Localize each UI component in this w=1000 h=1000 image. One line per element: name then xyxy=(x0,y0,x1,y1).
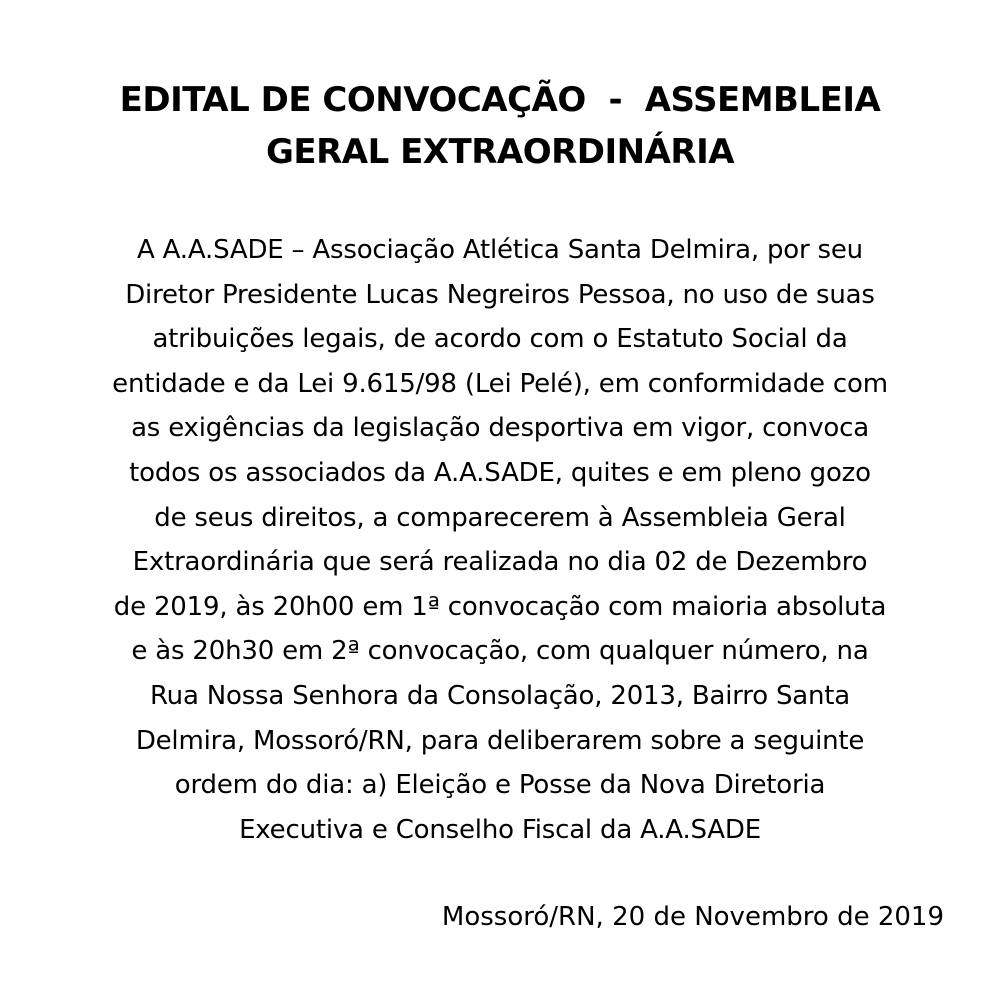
body-line: de 2019, às 20h00 em 1ª convocação com maioria absoluta xyxy=(113,591,887,622)
body-line: entidade e da Lei 9.615/98 (Lei Pelé), em conformidade com xyxy=(112,368,888,399)
body-line: Extraordinária que será realizada no dia 02 de Dezembro xyxy=(132,547,868,578)
title-line: GERAL EXTRAORDINÁRIA xyxy=(265,132,735,172)
body-line: Executiva e Conselho Fiscal da A.A.SADE xyxy=(239,814,761,845)
body-line: Rua Nossa Senhora da Consolação, 2013, Bairro Santa xyxy=(149,680,851,711)
body-line: Diretor Presidente Lucas Negreiros Pessoa, no uso de suas xyxy=(125,279,875,310)
body-line: as exigências da legislação desportiva em vigor, convoca xyxy=(131,413,869,444)
notice-title xyxy=(40,74,960,178)
title-line: EDITAL DE CONVOCAÇÃO - ASSEMBLEIA xyxy=(119,80,881,120)
body-line: Delmira, Mossoró/RN, para deliberarem sobre a seguinte xyxy=(135,725,865,756)
body-line: e às 20h30 em 2ª convocação, com qualquer número, na xyxy=(131,636,869,667)
body-line: de seus direitos, a comparecerem à Assembleia Geral xyxy=(154,502,846,533)
body-line: todos os associados da A.A.SADE, quites e em pleno gozo xyxy=(129,457,871,488)
body-line: atribuições legais, de acordo com o Estatuto Social da xyxy=(152,324,848,355)
body-line: ordem do dia: a) Eleição e Posse da Nova Diretoria xyxy=(174,770,826,801)
notice-body xyxy=(30,228,970,852)
date-location-line: Mossoró/RN, 20 de Novembro de 2019 xyxy=(441,902,944,932)
body-line: A A.A.SADE – Associação Atlética Santa Delmira, por seu xyxy=(137,235,863,265)
